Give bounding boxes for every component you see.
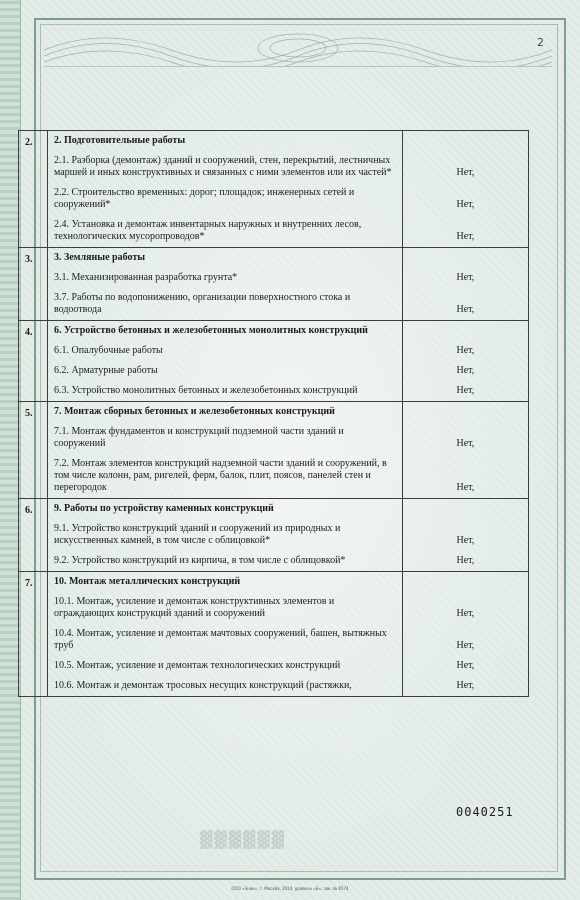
work-item-value: Нет, (456, 272, 475, 283)
work-item-value: Нет, (456, 482, 475, 493)
work-item: 10.1. Монтаж, усиление и демонтаж конструктивных элементов и ограждающих конструкций зданий и сооружений (53, 596, 335, 619)
work-item-value: Нет, (456, 438, 475, 449)
section-row (19, 572, 529, 697)
work-item-value: Нет, (456, 345, 475, 356)
section-number: 7. (19, 572, 48, 697)
top-ornament (44, 26, 552, 67)
section-works (47, 499, 402, 572)
section-works (47, 321, 402, 402)
section-values (402, 572, 528, 697)
section-number: 6. (19, 499, 48, 572)
work-item-value: Нет, (456, 199, 475, 210)
work-item: 10.4. Монтаж, усиление и демонтаж мачтовых сооружений, башен, вытяжных труб (53, 628, 387, 651)
section-number: 4. (19, 321, 48, 402)
section-row (19, 499, 529, 572)
work-item: 10.6. Монтаж и демонтаж тросовых несущих конструкций (растяжки, (53, 680, 352, 691)
section-row (19, 248, 529, 321)
work-item-value: Нет, (456, 608, 475, 619)
section-works (47, 131, 402, 248)
work-item: 9.1. Устройство конструкций зданий и сооружений из природных и искусственных камней, в том числе с облицовкой* (53, 523, 341, 546)
section-title: 2. Подготовительные работы (53, 135, 186, 146)
section-row (19, 131, 529, 248)
printer-footer: ООО «Знак», г. Москва, 2010, уровень «Б», зак. № 6574 (231, 886, 349, 891)
section-title: 6. Устройство бетонных и железобетонных монолитных конструкций (53, 325, 368, 336)
work-item-value: Нет, (456, 660, 475, 671)
work-item: 7.2. Монтаж элементов конструкций надземной части зданий и сооружений, в том числе колонн, рам, ригелей, ферм, балок, плит, поясов, панелей стен и перегородок (53, 458, 387, 493)
work-item: 2.1. Разборка (демонтаж) зданий и сооружений, стен, перекрытий, лестничных маршей и иных конструктивных и связанных с ними элементов или их частей* (53, 155, 392, 178)
work-item-value: Нет, (456, 167, 475, 178)
work-item-value: Нет, (456, 304, 475, 315)
section-values (402, 402, 528, 499)
work-item: 10.5. Монтаж, усиление и демонтаж технологических конструкций (53, 660, 341, 671)
licensed-works-table (18, 130, 529, 697)
section-title: 10. Монтаж металлических конструкций (53, 576, 241, 587)
section-works (47, 248, 402, 321)
work-item: 7.1. Монтаж фундаментов и конструкций подземной части зданий и сооружений (53, 426, 344, 449)
work-item: 3.7. Работы по водопонижению, организации поверхностного стока и водоотвода (53, 292, 351, 315)
section-number: 3. (19, 248, 48, 321)
work-item: 6.2. Арматурные работы (53, 365, 158, 376)
work-item-value: Нет, (456, 535, 475, 546)
section-row (19, 402, 529, 499)
page-number: 2 (537, 36, 544, 49)
section-values (402, 321, 528, 402)
section-row (19, 321, 529, 402)
serial-number: 0040251 (456, 805, 514, 819)
work-item: 6.1. Опалубочные работы (53, 345, 163, 356)
work-item: 3.1. Механизированная разработка грунта* (53, 272, 238, 283)
work-item: 2.2. Строительство временных: дорог; площадок; инженерных сетей и сооружений* (53, 187, 355, 210)
work-item-value: Нет, (456, 385, 475, 396)
section-works (47, 572, 402, 697)
work-item: 6.3. Устройство монолитных бетонных и железобетонных конструкций (53, 385, 358, 396)
section-number: 5. (19, 402, 48, 499)
section-number: 2. (19, 131, 48, 248)
work-item-value: Нет, (456, 555, 475, 566)
section-title: 9. Работы по устройству каменных конструкций (53, 503, 274, 514)
section-title: 7. Монтаж сборных бетонных и железобетонных конструкций (53, 406, 335, 417)
section-values (402, 131, 528, 248)
watermark-emblem: ▓▓▓▓▓▓ (200, 830, 286, 849)
work-item-value: Нет, (456, 640, 475, 651)
work-item-value: Нет, (456, 365, 475, 376)
work-item: 9.2. Устройство конструкций из кирпича, в том числе с облицовкой* (53, 555, 346, 566)
section-values (402, 499, 528, 572)
section-works (47, 402, 402, 499)
section-title: 3. Земляные работы (53, 252, 146, 263)
section-values (402, 248, 528, 321)
work-item-value: Нет, (456, 680, 475, 691)
work-item-value: Нет, (456, 231, 475, 242)
work-item: 2.4. Установка и демонтаж инвентарных наружных и внутренних лесов, технологических мусоропроводов* (53, 219, 362, 242)
